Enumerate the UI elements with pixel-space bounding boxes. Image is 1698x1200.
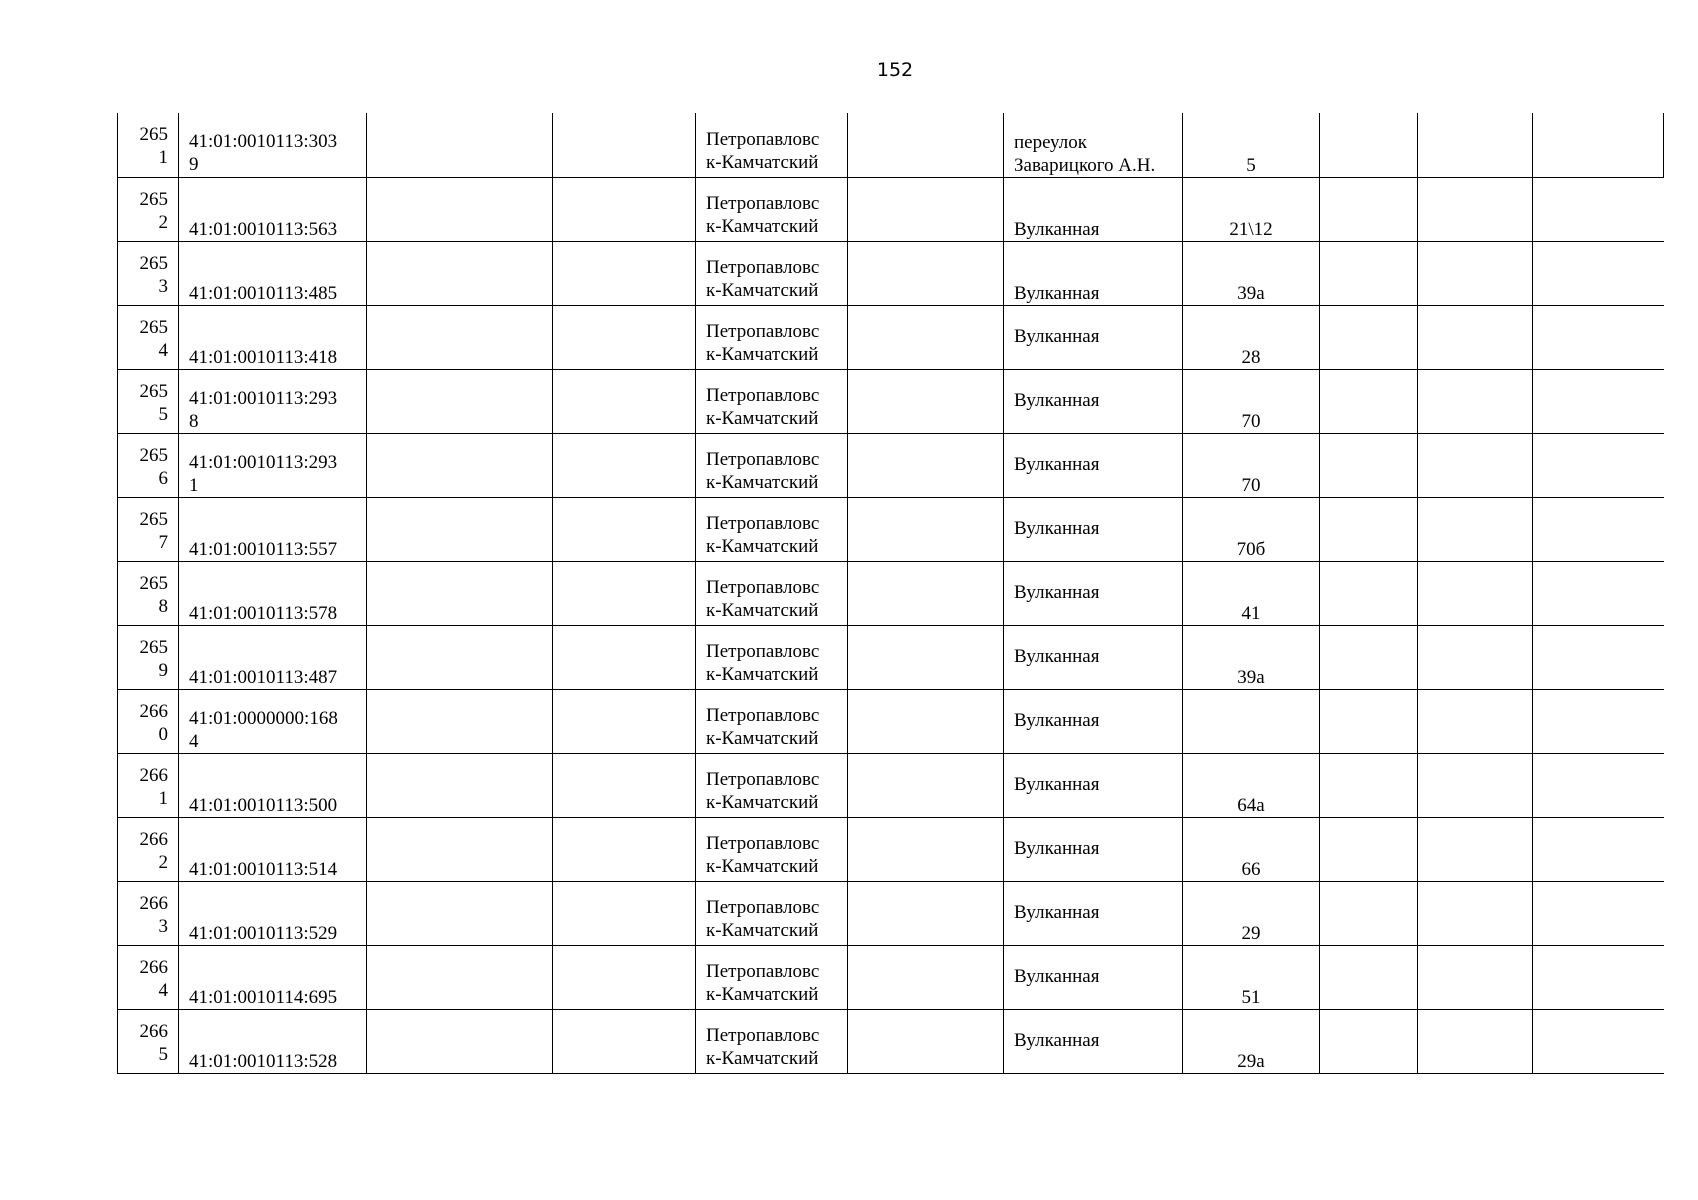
house-number-cell [1183,689,1320,753]
empty-cell [367,241,553,305]
empty-cell [553,177,696,241]
street-cell [1004,241,1183,305]
empty-cell [1418,113,1533,177]
empty-cell [1320,305,1418,369]
empty-cell [1418,945,1533,1009]
num-line: 265 [139,188,168,210]
table-row [118,817,1664,881]
street-cell [1004,689,1183,753]
cadastral-number-cell [179,497,367,561]
cadastral-line: 41:01:0010113:563 [189,218,338,240]
city-line: Петропавловс [706,768,820,790]
cadastral-line: 41:01:0010113:293 [189,451,338,473]
city-line: Петропавловс [706,448,820,470]
street-line: Заварицкого А.Н. [1014,154,1156,176]
cadastral-number-cell [179,433,367,497]
empty-cell [1418,561,1533,625]
empty-cell [367,113,553,177]
table-row [118,753,1664,817]
empty-cell [1320,1009,1418,1073]
empty-cell [1418,881,1533,945]
empty-cell [553,1009,696,1073]
cadastral-line: 41:01:0010113:418 [189,346,338,368]
empty-cell [553,433,696,497]
cadastral-number-cell [179,561,367,625]
empty-cell [553,305,696,369]
city-cell [696,561,848,625]
empty-cell [848,305,1004,369]
house-number: 51 [1241,986,1261,1008]
city-cell [696,945,848,1009]
street-line: Вулканная [1014,837,1100,859]
street-line: Вулканная [1014,517,1100,539]
row-number-cell [118,881,179,945]
row-number-cell [118,433,179,497]
city-line: к-Камчатский [706,279,819,301]
num-line: 266 [139,700,168,722]
empty-cell [848,625,1004,689]
empty-cell [1320,881,1418,945]
empty-cell [1533,561,1664,625]
house-number: 70 [1241,474,1261,496]
row-number-cell [118,1009,179,1073]
empty-cell [367,625,553,689]
empty-cell [1418,753,1533,817]
cadastral-number-cell [179,369,367,433]
num-line: 266 [139,828,168,850]
street-cell [1004,753,1183,817]
num-line: 5 [158,1043,168,1065]
row-number-cell [118,497,179,561]
city-line: к-Камчатский [706,343,819,365]
cadastral-line: 1 [189,474,199,496]
page-number: 152 [876,59,914,81]
cadastral-line: 41:01:0010113:500 [189,794,338,816]
empty-cell [848,753,1004,817]
empty-cell [848,113,1004,177]
empty-cell [1418,177,1533,241]
house-number: 70 [1241,410,1261,432]
num-line: 265 [139,124,168,145]
empty-cell [1418,1009,1533,1073]
num-line: 5 [158,403,168,425]
empty-cell [848,369,1004,433]
empty-cell [1418,433,1533,497]
house-number-cell [1183,817,1320,881]
cadastral-line: 41:01:0010113:528 [189,1050,338,1072]
city-cell [696,1009,848,1073]
street-cell [1004,433,1183,497]
table-row [118,561,1664,625]
cadastral-line: 41:01:0010113:529 [189,922,338,944]
cadastral-number-cell [179,817,367,881]
empty-cell [1320,753,1418,817]
city-cell [696,433,848,497]
empty-cell [367,561,553,625]
empty-cell [367,305,553,369]
empty-cell [848,561,1004,625]
num-line: 0 [158,723,168,745]
street-line: Вулканная [1014,773,1100,795]
house-number: 28 [1241,346,1261,368]
city-cell [696,689,848,753]
empty-cell [1533,881,1664,945]
house-number: 39а [1237,282,1265,304]
empty-cell [1533,625,1664,689]
empty-cell [1320,625,1418,689]
city-cell [696,881,848,945]
empty-cell [1533,369,1664,433]
num-line: 4 [158,979,168,1001]
street-cell [1004,945,1183,1009]
cadastral-number-cell [179,625,367,689]
empty-cell [367,177,553,241]
city-line: к-Камчатский [706,599,819,621]
cadastral-number-cell [179,945,367,1009]
row-number-cell [118,625,179,689]
street-line: Вулканная [1014,453,1100,475]
empty-cell [367,881,553,945]
cadastral-number-cell [179,305,367,369]
empty-cell [848,881,1004,945]
table-row [118,177,1664,241]
empty-cell [367,753,553,817]
empty-cell [848,241,1004,305]
city-cell [696,305,848,369]
city-line: Петропавловс [706,320,820,342]
empty-cell [1320,945,1418,1009]
city-line: к-Камчатский [706,215,819,237]
empty-cell [553,113,696,177]
table-row [118,689,1664,753]
cadastral-line: 9 [189,154,199,175]
cadastral-number-cell [179,177,367,241]
empty-cell [553,945,696,1009]
empty-cell [1320,817,1418,881]
cadastral-line: 41:01:0010113:293 [189,387,338,409]
house-number: 66 [1241,858,1261,880]
street-cell [1004,177,1183,241]
empty-cell [553,753,696,817]
empty-cell [1533,945,1664,1009]
empty-cell [553,625,696,689]
street-cell [1004,1009,1183,1073]
property-register-table [117,113,1664,1074]
cadastral-number-cell [179,113,367,177]
empty-cell [848,497,1004,561]
house-number-cell [1183,177,1320,241]
empty-cell [553,497,696,561]
num-line: 1 [158,787,168,809]
city-cell [696,113,848,177]
street-line: Вулканная [1014,282,1100,304]
table-row [118,625,1664,689]
empty-cell [553,369,696,433]
empty-cell [1533,689,1664,753]
house-number-cell [1183,241,1320,305]
house-number: 5 [1246,154,1256,176]
house-number: 39а [1237,666,1265,688]
street-line: переулок [1014,131,1087,153]
empty-cell [848,689,1004,753]
empty-cell [1320,689,1418,753]
city-line: к-Камчатский [706,535,819,557]
street-line: Вулканная [1014,389,1100,411]
street-line: Вулканная [1014,218,1100,240]
num-line: 1 [158,147,168,168]
empty-cell [848,433,1004,497]
house-number-cell [1183,1009,1320,1073]
city-cell [696,177,848,241]
row-number-cell [118,241,179,305]
table-row [118,497,1664,561]
empty-cell [848,945,1004,1009]
city-line: Петропавловс [706,832,820,854]
empty-cell [1320,561,1418,625]
street-cell [1004,369,1183,433]
street-cell [1004,561,1183,625]
empty-cell [1320,113,1418,177]
city-line: к-Камчатский [706,983,819,1005]
num-line: 265 [139,508,168,530]
empty-cell [1418,689,1533,753]
empty-cell [848,1009,1004,1073]
street-line: Вулканная [1014,581,1100,603]
house-number-cell [1183,561,1320,625]
city-line: Петропавловс [706,576,820,598]
empty-cell [1533,497,1664,561]
street-cell [1004,113,1183,177]
empty-cell [1533,1009,1664,1073]
city-cell [696,369,848,433]
house-number: 29 [1241,922,1261,944]
row-number-cell [118,945,179,1009]
house-number: 64а [1237,794,1265,816]
empty-cell [1418,817,1533,881]
street-cell [1004,881,1183,945]
empty-cell [553,241,696,305]
city-line: Петропавловс [706,384,820,406]
city-line: Петропавловс [706,128,820,150]
cadastral-number-cell [179,881,367,945]
num-line: 265 [139,380,168,402]
house-number-cell [1183,497,1320,561]
empty-cell [367,497,553,561]
table-row [118,241,1664,305]
city-cell [696,241,848,305]
cadastral-number-cell [179,241,367,305]
table-body [118,113,1664,1073]
table-row [118,1009,1664,1073]
cadastral-line: 8 [189,410,199,432]
city-line: к-Камчатский [706,727,819,749]
house-number-cell [1183,433,1320,497]
table-row [118,113,1664,177]
num-line: 265 [139,572,168,594]
row-number-cell [118,177,179,241]
city-line: к-Камчатский [706,151,819,173]
cadastral-line: 41:01:0010113:487 [189,666,338,688]
empty-cell [367,945,553,1009]
empty-cell [1320,177,1418,241]
city-cell [696,817,848,881]
empty-cell [1533,753,1664,817]
num-line: 265 [139,636,168,658]
empty-cell [1533,241,1664,305]
city-line: к-Камчатский [706,1047,819,1069]
cadastral-number-cell [179,753,367,817]
empty-cell [1320,369,1418,433]
house-number-cell [1183,305,1320,369]
num-line: 266 [139,1020,168,1042]
empty-cell [1533,177,1664,241]
num-line: 265 [139,444,168,466]
street-cell [1004,625,1183,689]
row-number-cell [118,561,179,625]
num-line: 2 [158,851,168,873]
house-number-cell [1183,369,1320,433]
city-cell [696,625,848,689]
empty-cell [553,817,696,881]
row-number-cell [118,753,179,817]
house-number-cell [1183,945,1320,1009]
city-line: Петропавловс [706,704,820,726]
cadastral-line: 41:01:0010114:695 [189,986,338,1008]
empty-cell [1533,817,1664,881]
cadastral-line: 41:01:0010113:578 [189,602,338,624]
empty-cell [367,689,553,753]
street-line: Вулканная [1014,645,1100,667]
empty-cell [1418,497,1533,561]
table-row [118,881,1664,945]
house-number-cell [1183,113,1320,177]
cadastral-number-cell [179,689,367,753]
num-line: 9 [158,659,168,681]
empty-cell [1533,305,1664,369]
street-line: Вулканная [1014,1029,1100,1051]
house-number-cell [1183,881,1320,945]
street-cell [1004,305,1183,369]
street-line: Вулканная [1014,965,1100,987]
num-line: 3 [158,915,168,937]
num-line: 6 [158,467,168,489]
cadastral-line: 41:01:0010113:514 [189,858,338,880]
num-line: 2 [158,211,168,233]
empty-cell [553,561,696,625]
num-line: 266 [139,956,168,978]
row-number-cell [118,305,179,369]
row-number-cell [118,369,179,433]
city-line: к-Камчатский [706,791,819,813]
street-cell [1004,497,1183,561]
empty-cell [367,433,553,497]
num-line: 265 [139,252,168,274]
empty-cell [367,1009,553,1073]
house-number: 21\12 [1229,218,1273,240]
table-row [118,369,1664,433]
table-row [118,305,1664,369]
empty-cell [848,177,1004,241]
street-line: Вулканная [1014,709,1100,731]
num-line: 266 [139,892,168,914]
city-line: Петропавловс [706,896,820,918]
city-line: Петропавловс [706,512,820,534]
empty-cell [553,881,696,945]
empty-cell [367,369,553,433]
empty-cell [1320,433,1418,497]
city-line: Петропавловс [706,192,820,214]
row-number-cell [118,689,179,753]
city-line: Петропавловс [706,256,820,278]
city-line: к-Камчатский [706,919,819,941]
street-cell [1004,817,1183,881]
city-line: к-Камчатский [706,407,819,429]
house-number-cell [1183,625,1320,689]
street-line: Вулканная [1014,325,1100,347]
empty-cell [367,817,553,881]
empty-cell [1320,241,1418,305]
num-line: 4 [158,339,168,361]
city-line: Петропавловс [706,640,820,662]
cadastral-line: 41:01:0010113:557 [189,538,338,560]
empty-cell [1418,369,1533,433]
city-line: Петропавловс [706,1024,820,1046]
num-line: 8 [158,595,168,617]
street-line: Вулканная [1014,901,1100,923]
empty-cell [553,689,696,753]
num-line: 3 [158,275,168,297]
num-line: 266 [139,764,168,786]
num-line: 265 [139,316,168,338]
empty-cell [1320,497,1418,561]
table-row [118,945,1664,1009]
house-number: 70б [1236,538,1266,560]
empty-cell [848,817,1004,881]
cadastral-line: 41:01:0010113:485 [189,282,338,304]
house-number: 29а [1237,1050,1265,1072]
house-number: 41 [1241,602,1261,624]
city-line: к-Камчатский [706,855,819,877]
cadastral-line: 41:01:0010113:303 [189,131,338,152]
city-cell [696,753,848,817]
cadastral-line: 4 [189,730,199,752]
row-number-cell [118,817,179,881]
cadastral-number-cell [179,1009,367,1073]
city-line: к-Камчатский [706,471,819,493]
empty-cell [1418,305,1533,369]
empty-cell [1418,241,1533,305]
cadastral-line: 41:01:0000000:168 [189,707,338,729]
city-line: к-Камчатский [706,663,819,685]
empty-cell [1533,433,1664,497]
house-number-cell [1183,753,1320,817]
empty-cell [1533,113,1664,177]
empty-cell [1418,625,1533,689]
table-row [118,433,1664,497]
num-line: 7 [158,531,168,553]
city-line: Петропавловс [706,960,820,982]
row-number-cell [118,113,179,177]
city-cell [696,497,848,561]
